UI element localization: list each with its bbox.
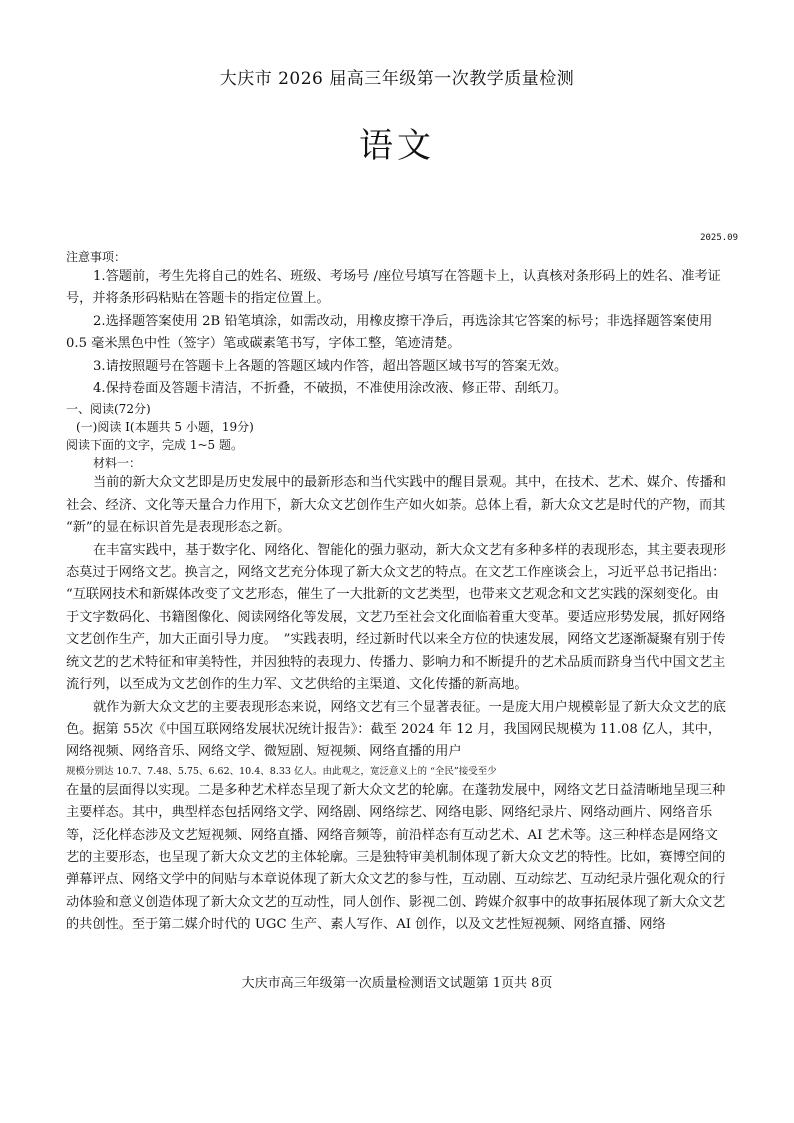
section-part-heading: 一、阅读(72分): [66, 402, 151, 417]
passage-paragraph-1: 当前的新大众文艺即是历史发展中的最新形态和当代实践中的醒目景观。其中，在技术、艺术、媒介、传播和社会、经济、文化等天量合力作用下，新大众文艺创作生产如火如荼。总体上看，新大众文艺是时代的产物，而其 “新”的显在标识首先是表现形态之新。: [66, 475, 726, 536]
passage-paragraph-3a: 就作为新大众文艺的主要表现形态来说，网络文艺有三个显著表征。一是庞大用户规模彰显了新大众文艺的底色。据第 55次《中国互联网络发展状况统计报告》：截至 2024 年 12 月，我国网民规模为 11.08 亿人，其中，网络视频、网络音乐、网络文学、微短剧、短视频、网络直播的用户: [66, 699, 726, 760]
notice-item-4: 4.保持卷面及答题卡清洁，不折叠，不破损，不准使用涂改液、修正带、刮纸刀。: [93, 381, 568, 397]
passage-paragraph-3b: 规模分别达 10.7、7.48、5.75、6.62、10.4、8.33 亿人。由此观之，宽泛意义上的 “全民”接受至少: [66, 765, 497, 777]
notice-item-3: 3.请按照题号在答题卡上各题的答题区域内作答，超出答题区域书写的答案无效。: [93, 358, 568, 374]
page-footer: 大庆市高三年级第一次质量检测语文试题第 1页共 8页: [241, 976, 553, 991]
notice-heading: 注意事项：: [66, 250, 127, 264]
exam-body: [66, 248, 728, 937]
subject-title: 语文: [359, 126, 435, 166]
section-sub-heading: (一)阅读 I(本题共 5 小题，19分): [76, 420, 254, 435]
exam-date: 2025.09: [700, 233, 738, 243]
passage-paragraph-2: 在丰富实践中，基于数字化、网络化、智能化的强力驱动，新大众文艺有多种多样的表现形态，其主要表现形态莫过于网络文艺。换言之，网络文艺充分体现了新大众文艺的特点。在文艺工作座谈会上，习近平总书记指出： “互联网技术和新媒体改变了文艺形态，催生了一大批新的文艺类型，也带来文艺观念和文艺实践的深刻变化。由于文字数码化、书籍图像化、阅读网络化等发展，文艺乃至社会文化面临着重大变革。要适应形势发展，抓好网络文艺创作生产，加大正面引导力度。 ”实践表明，经过新时代以来全方位的快速发展，网络文艺逐渐凝聚有别于传统文艺的艺术特征和审美特性，并因独特的表现力、传播力、影响力和不断提升的艺术品质而跻身当代中国文艺主流行列，以至成为文艺创作的生力军、文艺供给的主渠道、文化传播的新高地。: [66, 542, 726, 693]
notice-item-1: 1.答题前，考生先将自己的姓名、班级、考场号 /座位号填写在答题卡上，认真核对条形码上的姓名、准考证号，并将条形码粘贴在答题卡的指定位置上。: [66, 269, 721, 307]
passage-paragraph-3c: 在量的层面得以实现。二是多种艺术样态呈现了新大众文艺的轮廓。在蓬勃发展中，网络文艺日益清晰地呈现三种主要样态。其中，典型样态包括网络文学、网络剧、网络综艺、网络电影、网络纪录片、网络动画片、网络音乐等，泛化样态涉及文艺短视频、网络直播、网络音频等，前沿样态有互动艺术、AI 艺术等。这三种样态是网络文艺的主要形态，也呈现了新大众文艺的主体轮廓。三是独特审美机制体现了新大众文艺的特性。比如，赛博空间的弹幕评点、网络文学中的间贴与本章说体现了新大众文艺的参与性，互动剧、互动综艺、互动纪录片强化观众的行动体验和意义创造体现了新大众文艺的互动性，同人创作、影视二创、跨媒介叙事中的故事拓展体现了新大众文艺的共创性。至于第二媒介时代的 UGC 生产、素人写作、AI 创作，以及文艺性短视频、网络直播、网络: [66, 782, 726, 933]
exam-title: 大庆市 2026 届高三年级第一次教学质量检测: [219, 69, 575, 89]
reading-instruction: 阅读下面的文字，完成 1~5 题。: [66, 438, 243, 453]
material-label: 材料一：: [93, 456, 142, 471]
notice-item-2: 2.选择题答案使用 2B 铅笔填涂，如需改动，用橡皮擦干净后，再选涂其它答案的标号；非选择题答案使用 0.5 毫米黑色中性（签字）笔或碳素笔书写，字体工整，笔迹清楚。: [66, 313, 713, 352]
